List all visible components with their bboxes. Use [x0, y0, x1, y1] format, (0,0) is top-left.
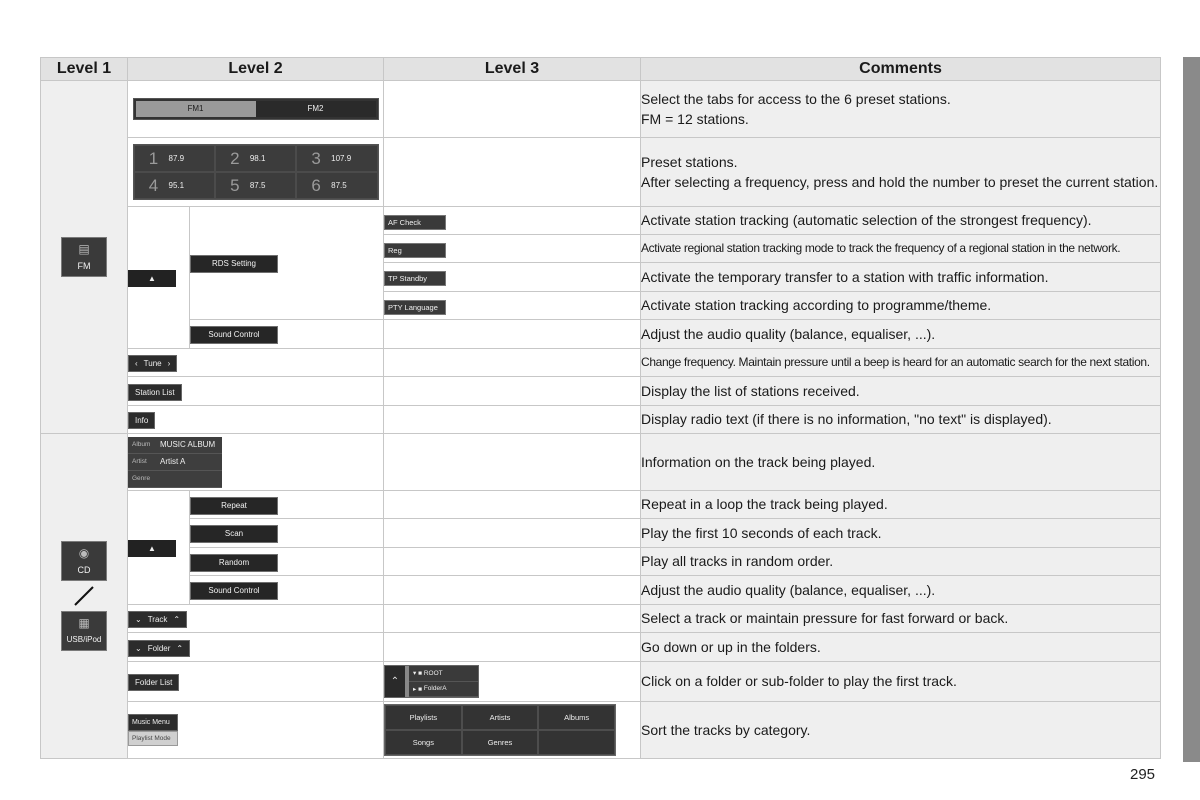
disc-icon: ◉ [78, 546, 90, 560]
comment-cell: Display radio text (if there is no information, "no text" is displayed). [641, 406, 1161, 434]
table-row [41, 406, 1161, 434]
tp-standby-button[interactable]: TP Standby [384, 271, 446, 286]
comment-cell: Activate station tracking (automatic selection of the strongest frequency). [641, 207, 1161, 235]
chevron-up-icon[interactable]: ⌃ [173, 615, 181, 624]
preset-button[interactable] [134, 145, 215, 172]
header-row [41, 58, 1161, 81]
preset-frequency: 107.9 [331, 154, 352, 163]
empty-cell [384, 349, 641, 377]
track-info-panel [128, 437, 222, 488]
cd-source-cell [41, 434, 128, 759]
category-grid [384, 704, 616, 756]
slash-divider [61, 583, 107, 609]
comment-cell: Click on a folder or sub-folder to play the first track. [641, 662, 1161, 702]
reg-cell [384, 235, 641, 263]
fm-band-tabs [133, 98, 379, 120]
empty-cell [384, 377, 641, 406]
sound-cell [190, 576, 384, 605]
page-number: 295 [1130, 766, 1156, 783]
folder-control[interactable] [128, 640, 190, 657]
fm-tabs-cell [128, 81, 384, 138]
header-level-1: Level 1 [41, 58, 128, 81]
random-button[interactable]: Random [190, 554, 278, 572]
tp-cell [384, 263, 641, 292]
comment-cell: Adjust the audio quality (balance, equaliser, ...). [641, 320, 1161, 349]
tree-item-root[interactable] [409, 666, 478, 682]
chevron-up-icon[interactable]: ⌃ [385, 666, 405, 697]
tab-fm2[interactable]: FM2 [256, 101, 376, 117]
category-empty [538, 730, 615, 755]
info-label: Genre [132, 475, 151, 482]
tree-item-folder[interactable] [409, 682, 478, 698]
station-list-button[interactable]: Station List [128, 384, 182, 401]
info-value: MUSIC ALBUM [160, 440, 216, 449]
tune-control[interactable] [128, 355, 177, 372]
up-button[interactable]: ▲ [128, 270, 176, 287]
preset-number: 1 [148, 148, 159, 168]
preset-frequency: 98.1 [249, 154, 266, 163]
preset-frequency: 87.9 [168, 154, 185, 163]
folder-nav-cell [128, 633, 384, 662]
cd-up-cell [128, 491, 190, 605]
up-button[interactable]: ▲ [128, 540, 176, 557]
folder-icon: ▸ ■ [413, 685, 424, 693]
scan-button[interactable]: Scan [190, 525, 278, 543]
sound-control-button[interactable]: Sound Control [190, 326, 278, 344]
fm-source-label: FM [77, 261, 91, 271]
comment-cell: Display the list of stations received. [641, 377, 1161, 406]
comment-cell: Repeat in a loop the track being played. [641, 491, 1161, 519]
preset-frequency: 87.5 [249, 181, 266, 190]
sound-cell [190, 320, 384, 349]
comment-cell: Activate regional station tracking mode to track the frequency of a regional station in the network. [641, 235, 1161, 263]
folder-label: Folder [147, 643, 171, 653]
header-level-3: Level 3 [384, 58, 641, 81]
fm-up-cell [128, 207, 190, 349]
chevron-down-icon[interactable]: ⌄ [135, 643, 142, 653]
chevron-left-icon[interactable]: ‹ [135, 359, 138, 368]
category-genres[interactable]: Genres [462, 730, 539, 755]
empty-cell [384, 138, 641, 207]
empty-cell [384, 548, 641, 576]
af-cell [384, 207, 641, 235]
table-row [41, 519, 1161, 548]
chevron-right-icon[interactable]: › [167, 359, 171, 368]
table-row [41, 702, 1161, 759]
info-label: Artist [132, 458, 147, 465]
info-row [128, 437, 222, 454]
comment-cell [641, 138, 1161, 207]
categories-cell [384, 702, 641, 759]
usb-source-label: USB/iPod [66, 635, 102, 644]
comment-text: FM = 12 stations. [641, 110, 749, 127]
comment-cell: Change frequency. Maintain pressure until a beep is heard for an automatic search for the next station. [641, 349, 1161, 377]
comment-cell: Activate station tracking according to programme/theme. [641, 292, 1161, 320]
rds-cell [190, 207, 384, 320]
comment-text: Preset stations. [641, 153, 738, 170]
folder-list-cell [128, 662, 384, 702]
af-check-button[interactable]: AF Check [384, 215, 446, 230]
comment-text: Select the tabs for access to the 6 preset stations. [641, 90, 951, 107]
scan-cell [190, 519, 384, 548]
usb-ipod-icon: ▦ [78, 616, 90, 630]
preset-number: 6 [311, 175, 321, 195]
sound-control-button[interactable]: Sound Control [190, 582, 278, 600]
comment-cell: Information on the track being played. [641, 434, 1161, 491]
empty-cell [384, 605, 641, 633]
chevron-down-icon[interactable]: ⌄ [135, 615, 142, 624]
rds-setting-button[interactable]: RDS Setting [190, 255, 278, 273]
empty-cell [384, 81, 641, 138]
comment-cell: Sort the tracks by category. [641, 702, 1161, 759]
comment-cell: Play all tracks in random order. [641, 548, 1161, 576]
header-level-2: Level 2 [128, 58, 384, 81]
table-row [41, 491, 1161, 519]
table-row [41, 576, 1161, 605]
preset-grid [133, 144, 379, 200]
info-cell [128, 406, 384, 434]
repeat-button[interactable]: Repeat [190, 497, 278, 515]
preset-frequency: 87.5 [331, 181, 347, 190]
category-artists[interactable]: Artists [462, 705, 539, 730]
radio-icon: ▤ [78, 242, 90, 256]
comment-text: After selecting a frequency, press and hold the number to preset the current station. [641, 173, 1159, 190]
comment-cell: Adjust the audio quality (balance, equaliser, ...). [641, 576, 1161, 605]
tune-cell [128, 349, 384, 377]
table-row [41, 81, 1161, 138]
preset-number: 3 [311, 148, 321, 168]
comment-cell: Activate the temporary transfer to a station with traffic information. [641, 263, 1161, 292]
cd-source-button[interactable] [61, 541, 107, 581]
table-row [41, 605, 1161, 633]
tree-label: FolderA [423, 685, 447, 693]
empty-cell [384, 320, 641, 349]
pty-language-button[interactable]: PTY Language [384, 300, 446, 315]
comment-cell: Play the first 10 seconds of each track. [641, 519, 1161, 548]
preset-button[interactable] [296, 172, 377, 199]
playlist-mode-button[interactable]: Playlist Mode [128, 731, 178, 746]
tree-label: ROOT [423, 669, 443, 677]
reg-button[interactable]: Reg [384, 243, 446, 258]
preset-number: 2 [230, 148, 240, 168]
info-label: Album [132, 441, 151, 448]
table-row [41, 377, 1161, 406]
folder-tree-panel [384, 665, 479, 698]
category-songs[interactable]: Songs [385, 730, 462, 755]
presets-cell [128, 138, 384, 207]
random-cell [190, 548, 384, 576]
table-row [41, 662, 1161, 702]
table-row [41, 207, 1161, 235]
music-menu-cell [128, 702, 384, 759]
track-label: Track [147, 615, 168, 624]
header-comments: Comments [641, 58, 1161, 81]
table-row [41, 548, 1161, 576]
table-row [41, 633, 1161, 662]
empty-cell [384, 406, 641, 434]
info-button[interactable]: Info [128, 412, 155, 429]
category-albums[interactable]: Albums [538, 705, 615, 730]
folder-tree [409, 666, 478, 697]
music-menu-button[interactable]: Music Menu [128, 714, 178, 731]
preset-button[interactable] [134, 172, 215, 199]
preset-number: 5 [230, 175, 240, 195]
chevron-up-icon[interactable]: ⌃ [176, 643, 184, 653]
info-row [128, 471, 222, 488]
comment-cell: Select a track or maintain pressure for fast forward or back. [641, 605, 1161, 633]
track-nav-cell [128, 605, 384, 633]
info-row [128, 454, 222, 471]
folder-icon: ▾ ■ [413, 670, 424, 678]
table-row [41, 138, 1161, 207]
comment-cell [641, 81, 1161, 138]
cd-source-label: CD [77, 565, 91, 575]
pty-cell [384, 292, 641, 320]
track-control[interactable] [128, 611, 187, 628]
comment-cell: Go down or up in the folders. [641, 633, 1161, 662]
empty-cell [384, 434, 641, 491]
preset-frequency: 95.1 [168, 181, 185, 190]
empty-cell [384, 519, 641, 548]
music-menu [128, 714, 178, 746]
track-info-cell [128, 434, 384, 491]
tab-fm1[interactable]: FM1 [136, 101, 256, 117]
table-row [41, 349, 1161, 377]
table-row [41, 434, 1161, 491]
folder-tree-cell [384, 662, 641, 702]
tune-label: Tune [143, 359, 162, 368]
usb-source-button[interactable] [61, 611, 107, 651]
preset-number: 4 [148, 175, 159, 195]
function-table [40, 57, 1161, 759]
preset-button[interactable] [215, 172, 296, 199]
repeat-cell [190, 491, 384, 519]
empty-cell [384, 633, 641, 662]
preset-button[interactable] [215, 145, 296, 172]
table-row [41, 320, 1161, 349]
empty-cell [384, 576, 641, 605]
side-thumb-tab [1183, 57, 1200, 762]
folder-list-button[interactable]: Folder List [128, 674, 179, 691]
fm-source-cell [41, 81, 128, 434]
fm-source-button[interactable] [61, 237, 107, 277]
category-playlists[interactable]: Playlists [385, 705, 462, 730]
info-value: Artist A [160, 457, 186, 466]
preset-button[interactable] [296, 145, 377, 172]
station-list-cell [128, 377, 384, 406]
empty-cell [384, 491, 641, 519]
